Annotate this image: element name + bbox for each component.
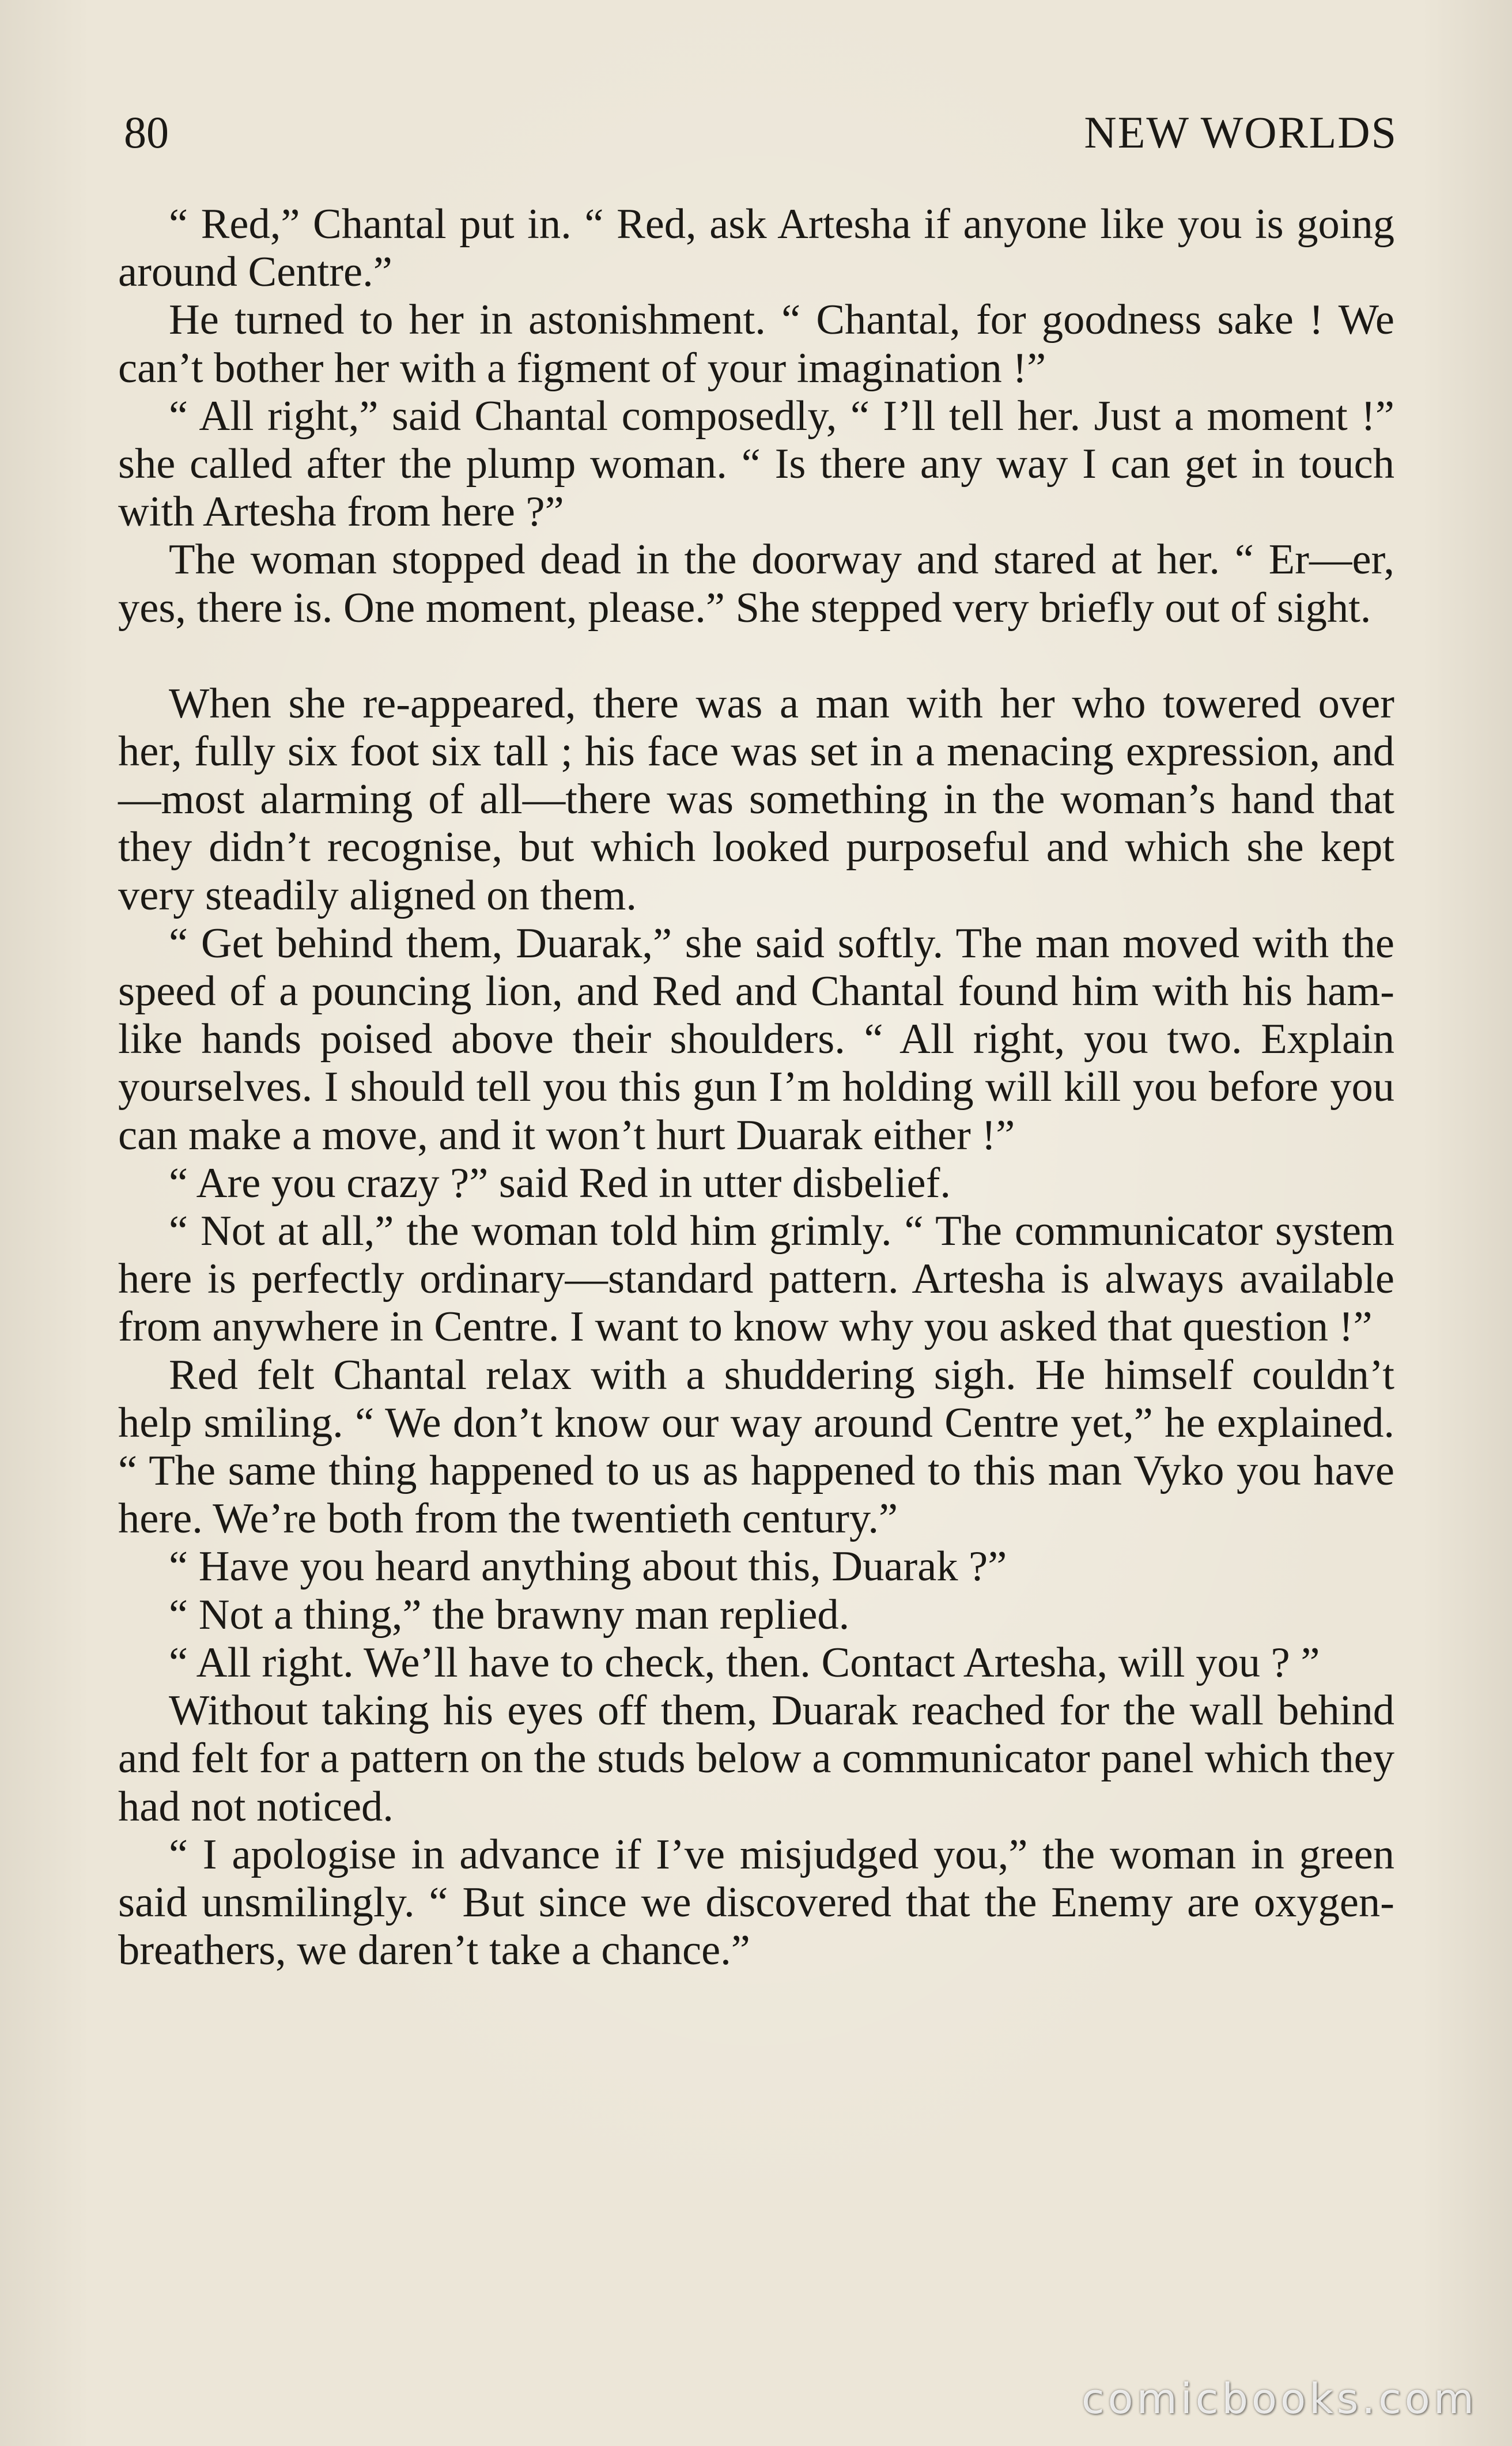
paragraph: “ Get behind them, Duarak,” she said softly. The man moved with the speed of a pouncing lion, and Red and Chantal found him with his ham-like hands poised above their shoulders. “ All right, you two. Explain yourselves. I should tell you this gun I’m holding will kill you before you can make a move, and it won’t hurt Duarak either !” (118, 919, 1394, 1159)
paragraph: “ Have you heard anything about this, Duarak ?” (169, 1543, 1007, 1591)
paragraph: Red felt Chantal relax with a shuddering sigh. He himself couldn’t help smiling. “ We don’t know our way around Centre yet,” he explained. “ The same thing happened to us as happened to this man Vyko you have here. We’re both from the twentieth century.” (118, 1351, 1394, 1543)
body-text (118, 201, 1394, 1975)
paragraph: The woman stopped dead in the doorway and stared at her. “ Er—er, yes, there is. One moment, please.” She stepped very briefly out of sight. (118, 536, 1394, 632)
journal-title: NEW WORLDS (1084, 107, 1397, 157)
paragraph: “ Not at all,” the woman told him grimly. “ The communicator system here is perfectly ordinary—standard pattern. Artesha is always available from anywhere in Centre. I want to know why you asked that question !” (118, 1207, 1394, 1351)
running-head (124, 101, 1397, 164)
page-number: 80 (124, 107, 169, 157)
paragraph: When she re-appeared, there was a man with her who towered over her, fully six foot six tall ; his face was set in a menacing expression, and—most alarming of all—there was something in the woman’s hand that they didn’t recognise, but which looked purposeful and which she kept very steadily aligned on them. (118, 680, 1394, 919)
watermark: comicbooks.com (1081, 2375, 1477, 2423)
paragraph: “ Are you crazy ?” said Red in utter disbelief. (169, 1159, 951, 1207)
paragraph: “ Red,” Chantal put in. “ Red, ask Artesha if anyone like you is going around Centre.” (118, 201, 1394, 296)
paragraph: He turned to her in astonishment. “ Chantal, for goodness sake ! We can’t bother her with a figment of your imagination !” (118, 296, 1394, 392)
paragraph: “ Not a thing,” the brawny man replied. (169, 1591, 850, 1639)
paragraph: “ I apologise in advance if I’ve misjudged you,” the woman in green said unsmilingly. “ But since we discovered that the Enemy are oxygen-breathers, we daren’t take a chance.” (118, 1830, 1394, 1975)
paragraph: “ All right. We’ll have to check, then. Contact Artesha, will you ? ” (169, 1639, 1320, 1686)
paragraph: “ All right,” said Chantal composedly, “ I’ll tell her. Just a moment !” she called after the plump woman. “ Is there any way I can get in touch with Artesha from here ?” (118, 392, 1394, 536)
paragraph: Without taking his eyes off them, Duarak reached for the wall behind and felt for a pattern on the studs below a communicator panel which they had not noticed. (118, 1687, 1394, 1830)
